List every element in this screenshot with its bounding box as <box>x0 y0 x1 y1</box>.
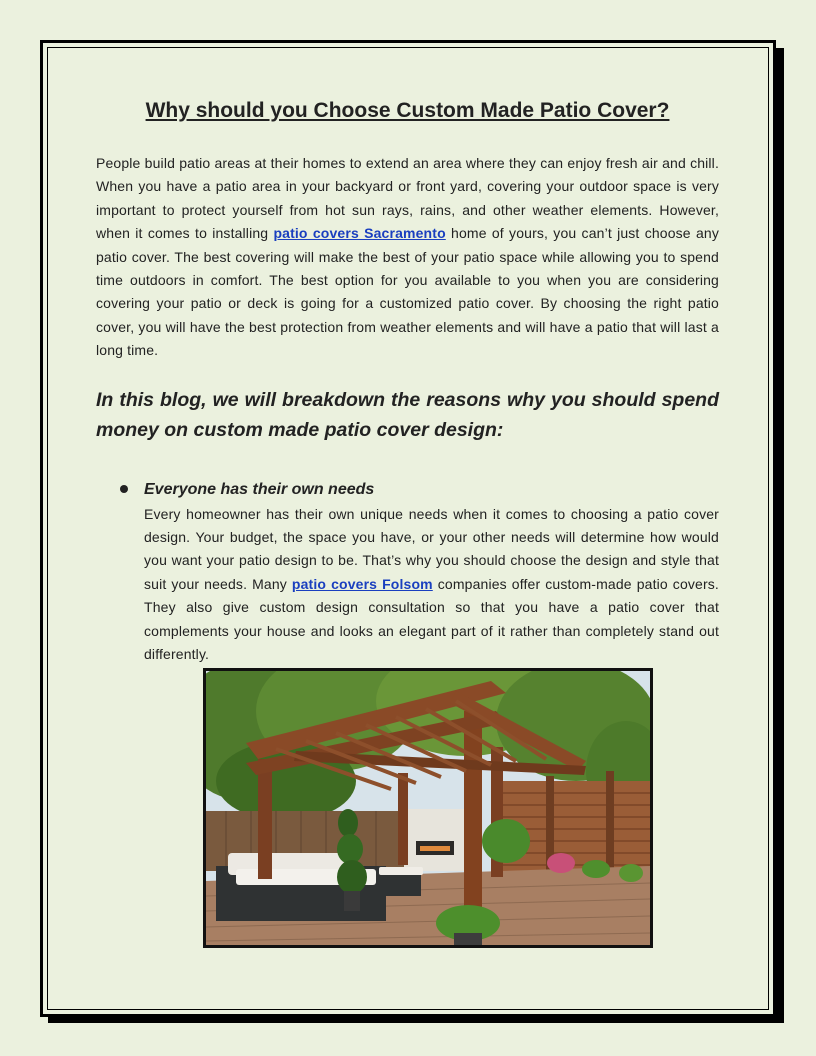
document-content <box>96 96 719 667</box>
bullet-title: Everyone has their own needs <box>144 480 375 498</box>
bullet-text-part2: companies offer custom-made patio covers. They also give custom design consultation so that you have a patio cover that complements your house and looks an elegant part of it rather than completely stand out differently. <box>144 575 719 663</box>
patio-pergola-photo <box>203 668 653 948</box>
page-title: Why should you Choose Custom Made Patio Cover? <box>145 99 670 122</box>
bullet-item-own-needs <box>144 479 719 667</box>
patio-covers-sacramento-link[interactable]: patio covers Sacramento <box>273 225 446 242</box>
bullet-dot-icon <box>120 485 128 493</box>
patio-covers-folsom-link[interactable]: patio covers Folsom <box>291 575 433 592</box>
blog-subheading: In this blog, we will breakdown the reasons why you should spend money on custom made patio cover design: <box>96 388 719 441</box>
intro-paragraph <box>96 152 719 363</box>
bullet-text-part1: Every homeowner has their own unique needs when it comes to choosing a patio cover design. Your budget, the space you have, or your other needs will determine how would you want your patio design to be. That’s why you should choose the design and style that suit your needs. Many <box>144 505 719 592</box>
intro-text-part1: People build patio areas at their homes to extend an area where they can enjoy fresh air and chill. When you have a patio area in your backyard or front yard, covering your outdoor space is very important to protect yourself from hot sun rays, rains, and other weather elements. However, when it comes to installing <box>96 155 719 242</box>
intro-text-part2: home of yours, you can’t just choose any patio cover. The best covering will make the best of your patio space while allowing you to spend time outdoors in comfort. The best option for you available to you when you are considering covering your patio or deck is going for a customized patio cover. By choosing the right patio cover, you will have the best protection from weather elements and will have a patio that will last a long time. <box>96 225 719 359</box>
bullet-paragraph <box>144 503 719 667</box>
